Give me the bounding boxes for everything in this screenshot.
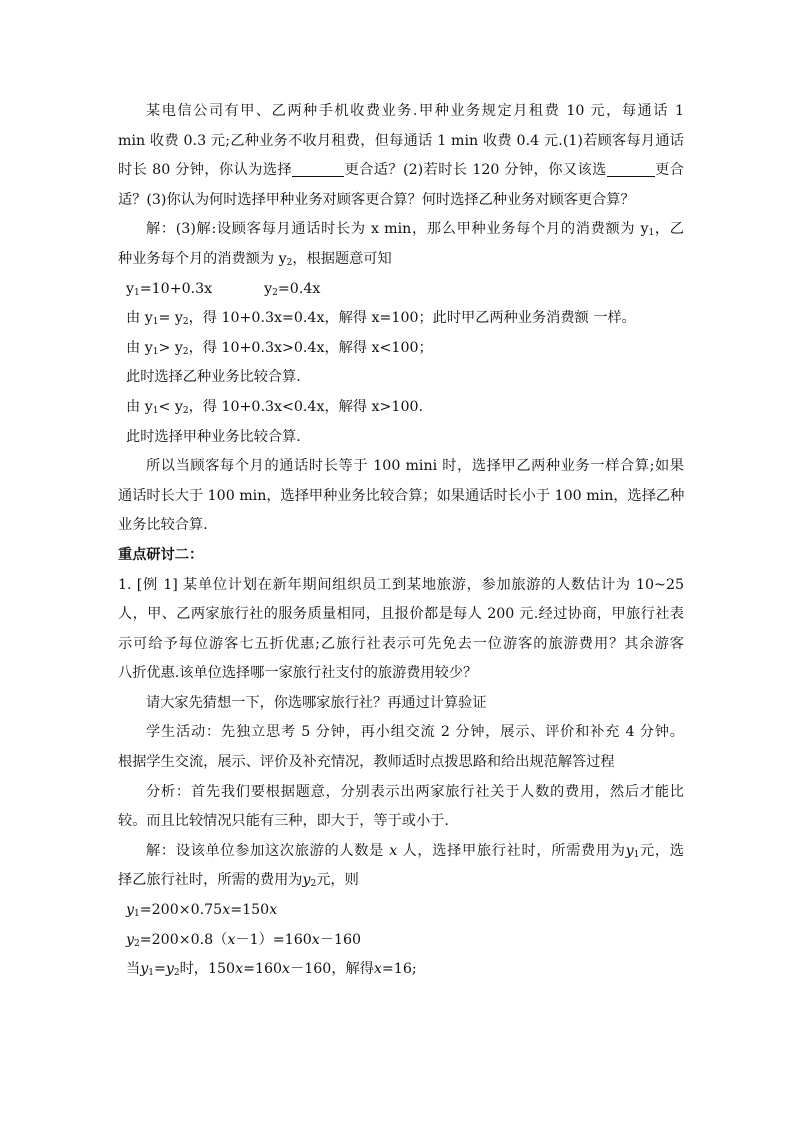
problem-line-4: 适？(3)你认为何时选择甲种业务对顾客更合算？何时选择乙种业务对顾客更合算？ <box>118 191 635 208</box>
case-less-conclusion: 此时选择甲种业务比较合算. <box>126 428 301 445</box>
section-heading: 重点研讨二： <box>118 546 204 563</box>
equation-equal-case: 当$y_1=y_2$时，150x=160x－160，解得x=16; <box>126 961 417 979</box>
summary-line-1: 所以当顾客每个月的通话时长等于 100 mini 时，选择甲乙两种业务一样合算;如果 <box>146 458 684 475</box>
solution2-line-1: 解：设该单位参加这次旅游的人数是 x 人，选择甲旅行社时，所需费用为$y_1$元，选 <box>146 842 684 860</box>
analysis-line-1: 分析：首先我们要根据题意，分别表示出两家旅行社关于人数的费用，然后才能比 <box>146 783 684 800</box>
solution1-line-2: 种业务每个月的消费额为 $y_2$，根据题意可知 <box>118 250 392 268</box>
guess-prompt: 请大家先猜想一下，你选哪家旅行社？再通过计算验证 <box>146 694 487 711</box>
problem-line-2: min 收费 0.3 元;乙种业务不收月租费，但每通话 1 min 收费 0.4 元.(1)若顾客每月通话 <box>118 132 684 149</box>
problem-line-3: 时长 80 分钟，你认为选择 更合适？(2)若时长 120 分钟，你又该选 更合 <box>118 162 684 179</box>
example1-line-4: 八折优惠.该单位选择哪一家旅行社支付的旅游费用较少？ <box>118 665 478 682</box>
case-less: 由 $y_1< y_2$，得 10+0.3x<0.4x，解得 x>100. <box>126 398 424 416</box>
example1-line-2: 人，甲、乙两家旅行社的服务质量相同，且报价都是每人 200 元.经过协商，甲旅行社表 <box>118 606 684 623</box>
summary-line-3: 业务比较合算. <box>118 517 208 534</box>
case-greater-conclusion: 此时选择乙种业务比较合算. <box>126 369 301 386</box>
example1-line-1: 1. [例 1] 某单位计划在新年期间组织员工到某地旅游，参加旅游的人数估计为 10~25 <box>118 576 684 593</box>
example1-line-3: 示可给予每位游客七五折优惠;乙旅行社表示可先免去一位游客的旅游费用？其余游客 <box>118 635 684 652</box>
solution2-line-2: 择乙旅行社时，所需的费用为$y_2$元，则 <box>118 872 359 890</box>
analysis-line-2: 较。而且比较情况只能有三种，即大于，等于或小于. <box>118 813 449 830</box>
solution1-line-1: 解：(3)解:设顾客每月通话时长为 x min，那么甲种业务每个月的消费额为 $y_1$，乙 <box>146 221 684 239</box>
equation-y2: $y_2=200\times 0.8(x-1)=160x-160$ <box>126 931 362 949</box>
case-equal: 由 $y_1= y_2$，得 10+0.3x=0.4x，解得 x=100；此时甲乙两种业务消费额 一样。 <box>126 310 636 328</box>
activity-line-1: 学生活动：先独立思考 5 分钟，再小组交流 2 分钟，展示、评价和补充 4 分钟。 <box>146 724 684 741</box>
summary-line-2: 通话时长大于 100 min，选择甲种业务比较合算；如果通话时长小于 100 min，选择乙种 <box>118 487 685 504</box>
problem-line-1: 某电信公司有甲、乙两种手机收费业务.甲种业务规定月租费 10 元，每通话 1 <box>146 103 684 119</box>
answer-blank-1[interactable] <box>292 160 344 177</box>
equation-y1-y2: $y_1=10+0.3x$ $y_2=0.4x$ <box>126 280 321 298</box>
answer-blank-2[interactable] <box>607 160 655 177</box>
equation-y1: $y_1=200\times 0.75x=150x$ <box>126 902 278 920</box>
document-page <box>118 97 684 985</box>
activity-line-2: 根据学生交流，展示、评价及补充情况，教师适时点拨思路和给出规范解答过程 <box>118 754 615 771</box>
case-greater: 由 $y_1> y_2$，得 10+0.3x>0.4x，解得 x<100； <box>126 339 433 357</box>
